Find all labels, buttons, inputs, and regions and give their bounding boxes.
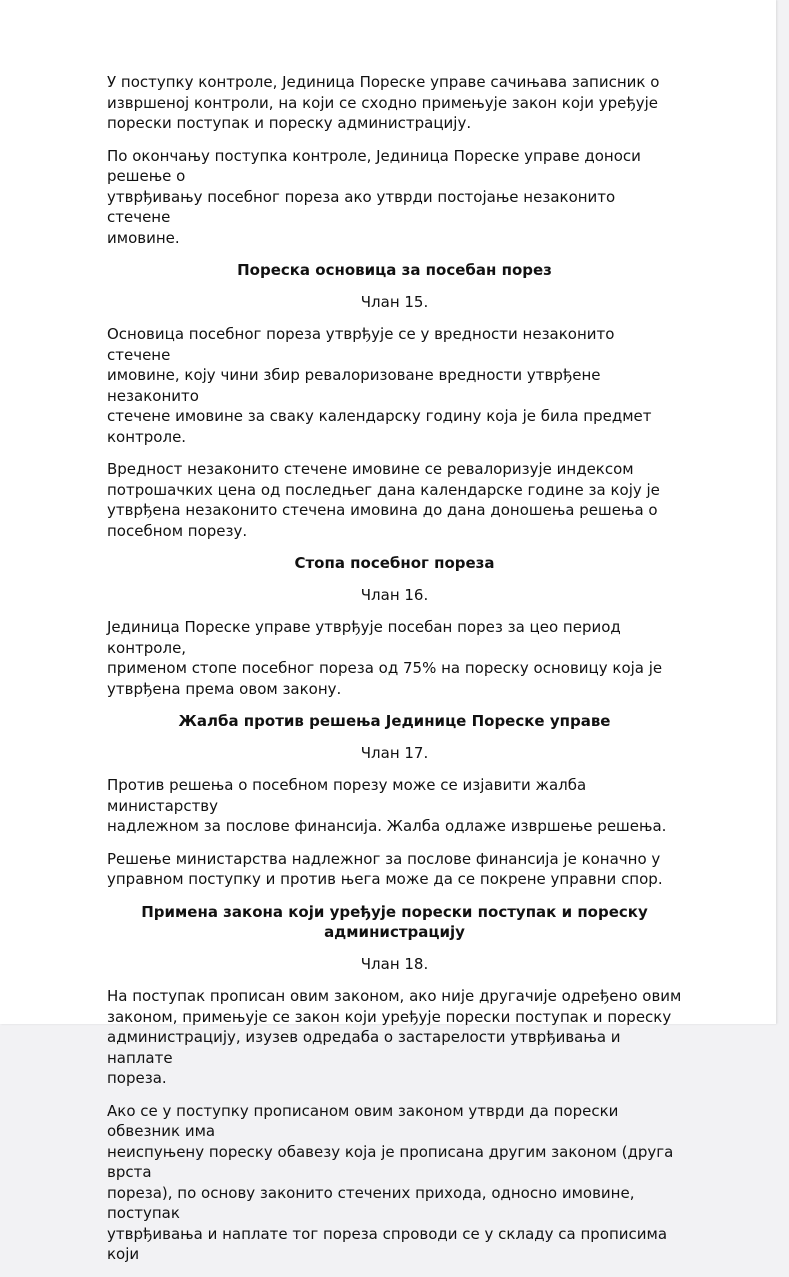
text-line: Жалба против решења Јединице Пореске управе <box>178 712 611 730</box>
text-line: пореза), по основу законито стечених прихода, односно имовине, поступак <box>107 1183 635 1222</box>
text-line: посебном порезу. <box>107 521 248 540</box>
text-line: имовине, коју чини збир ревалоризоване вредности утврђене незаконито <box>107 366 601 405</box>
text-line: управном поступку и против њега може да се покрене управни спор. <box>107 870 663 888</box>
text-line: надлежном за послове финансија. Жалба одлаже извршење решења. <box>107 817 667 835</box>
text-line: Члан 18. <box>360 954 429 973</box>
paragraph <box>107 146 682 249</box>
text-line: Против решења о посебном порезу може се изјавити жалба министарству <box>107 776 587 815</box>
text-line: неиспуњену пореску обавезу која је прописана другим законом (друга врста <box>107 1142 674 1181</box>
paragraph <box>107 775 682 837</box>
paragraph <box>107 324 682 447</box>
section-heading <box>107 553 682 574</box>
section-heading <box>107 711 682 732</box>
text-line: законом, примењује се закон који уређује порески поступак и пореску <box>107 1007 672 1026</box>
section-heading <box>107 902 682 943</box>
text-line: применом стопе посебног пореза од 75% на пореску основицу која је <box>107 659 663 677</box>
article-number <box>107 954 682 975</box>
document-body <box>107 72 682 1277</box>
article-number <box>107 292 682 313</box>
paragraph <box>107 72 682 134</box>
text-line: утврђивања и наплате тог пореза спроводи се у складу са прописима који <box>107 1224 668 1263</box>
text-line: утврђивању посебног пореза ако утврди постојање незаконито стечене <box>107 187 616 226</box>
text-line: пореза. <box>107 1069 167 1087</box>
text-line: На поступак прописан овим законом, ако није другачије одређено овим <box>107 987 682 1005</box>
section-heading <box>107 260 682 281</box>
text-line: Решење министарства надлежног за послове финансија је коначно у <box>107 849 661 868</box>
text-line: Члан 16. <box>360 585 429 604</box>
text-line: У поступку контроле, Јединица Пореске управе сачињава записник о <box>107 73 660 91</box>
text-line: Вредност незаконито стечене имовине се ревалоризује индексом <box>107 460 634 478</box>
text-line: контроле. <box>107 427 187 446</box>
text-line: утврђена незаконито стечена имовина до дана доношења решења о <box>107 501 658 519</box>
text-line: Основица посебног пореза утврђује се у вредности незаконито стечене <box>107 325 615 364</box>
text-line: Примена закона који уређује порески поступак и пореску <box>141 902 648 921</box>
text-line: Члан 17. <box>360 743 429 762</box>
text-line: По окончању поступка контроле, Јединица Пореске управе доноси решење о <box>107 146 641 185</box>
article-number <box>107 743 682 764</box>
text-line: администрацију <box>324 923 465 941</box>
paragraph <box>107 986 682 1089</box>
text-line: Ако се у поступку прописаном овим законом утврди да порески обвезник има <box>107 1101 619 1140</box>
text-line: Стопа посебног пореза <box>294 554 495 572</box>
paragraph <box>107 849 682 890</box>
text-line: потрошачких цена од последњег дана календарске године за коју је <box>107 480 660 499</box>
text-line: извршеној контроли, на који се сходно примењује закон који уређује <box>107 93 658 112</box>
text-line: стечене имовине за сваку календарску годину која је била предмет <box>107 407 652 425</box>
text-line: Пореска основица за посебан порез <box>237 261 552 279</box>
paragraph <box>107 459 682 541</box>
text-line: утврђена према овом закону. <box>107 679 342 698</box>
text-line: имовине. <box>107 228 180 247</box>
text-line: Члан 15. <box>360 292 429 311</box>
text-line: Јединица Пореске управе утврђује посебан порез за цео период контроле, <box>107 618 621 657</box>
text-line: порески поступак и пореску администрацију. <box>107 114 472 132</box>
paragraph <box>107 617 682 699</box>
paragraph <box>107 1101 682 1265</box>
text-line: администрацију, изузев одредаба о застарелости утврђивања и наплате <box>107 1028 621 1067</box>
article-number <box>107 585 682 606</box>
